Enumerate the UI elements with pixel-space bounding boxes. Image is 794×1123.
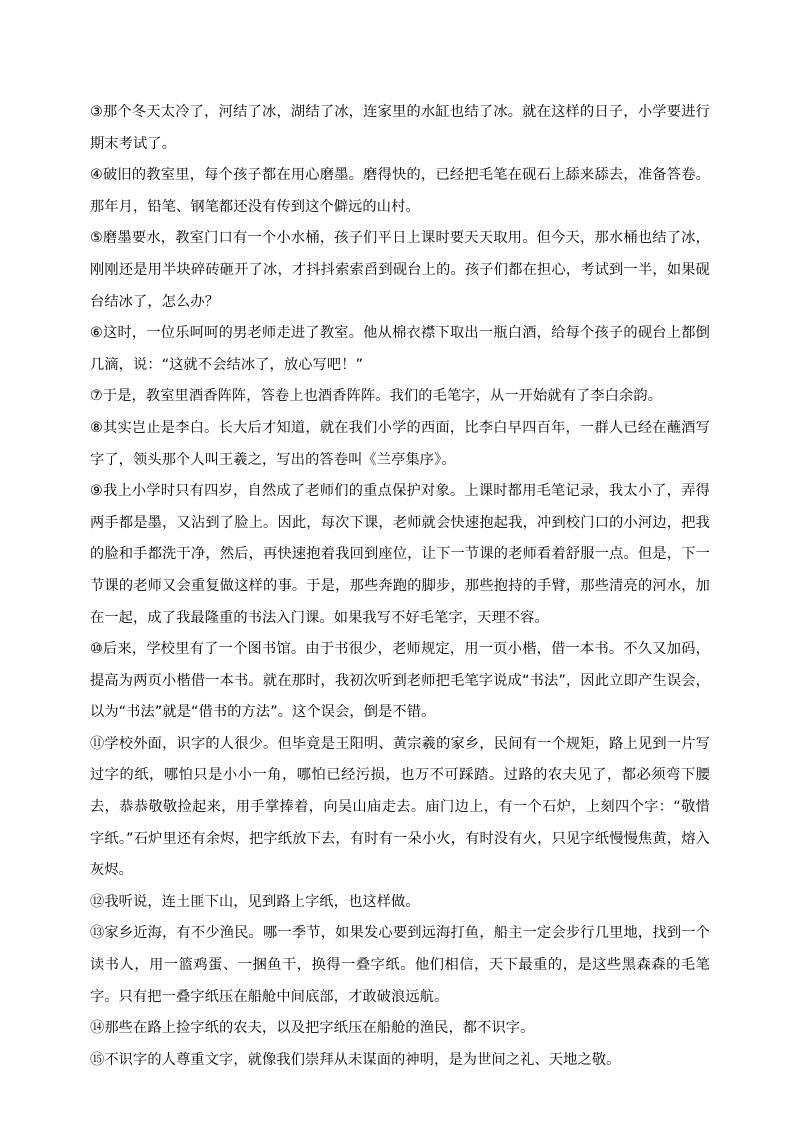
paragraph-8: ⑧其实岂止是李白。长大后才知道，就在我们小学的西面，比李白早四百年，一群人已经在蘸酒写字了，领头那个人叫王羲之，写出的答卷叫《兰亭集序》。 (90, 419, 710, 468)
paragraph-12: ⑫我听说，连土匪下山，见到路上字纸，也这样做。 (90, 893, 420, 910)
paragraph-6: ⑥这时，一位乐呵呵的男老师走进了教室。他从棉衣襟下取出一瓶白酒，给每个孩子的砚台上都倒几滴，说：“这就不会结冰了，放心写吧！” (90, 325, 710, 373)
paragraph-10: ⑩后来，学校里有了一个图书馆。由于书很少，老师规定，用一页小楷，借一本书。不久又加码，提高为两页小楷借一本书。就在那时，我初次听到老师把毛笔字说成“书法”，因此立即产生误会，以为“书法”就是“借书的方法”。这个误会，倒是不错。 (90, 641, 710, 721)
paragraph-7: ⑦于是，教室里酒香阵阵，答卷上也酒香阵阵。我们的毛笔字，从一开始就有了李白余韵。 (90, 388, 663, 405)
paragraph-15: ⑮不识字的人尊重文字，就像我们崇拜从未谋面的神明，是为世间之礼、天地之敬。 (90, 1051, 621, 1068)
paragraph-5: ⑤磨墨要水，教室门口有一个小水桶，孩子们平日上课时要天天取用。但今天，那水桶也结了冰，刚刚还是用半块碎砖砸开了冰，才抖抖索索舀到砚台上的。孩子们都在担心，考试到一半，如果砚台结冰了，怎么办？ (90, 230, 710, 310)
paragraph-4: ④破旧的教室里，每个孩子都在用心磨墨。磨得快的，已经把毛笔在砚石上舔来舔去，准备答卷。那年月，铅笔、钢笔都还没有传到这个僻远的山村。 (90, 167, 710, 215)
paragraph-3: ③那个冬天太冷了，河结了冰，湖结了冰，连家里的水缸也结了冰。就在这样的日子，小学要进行期末考试了。 (90, 104, 710, 152)
paragraph-13: ⑬家乡近海，有不少渔民。哪一季节，如果发心要到远海打鱼，船主一定会步行几里地，找到一个读书人，用一篮鸡蛋、一捆鱼干，换得一叠字纸。他们相信，天下最重的，是这些黑森森的毛笔字。只有把一叠字纸压在船舱中间底部，才敢破浪远航。 (90, 925, 710, 1005)
paragraph-9: ⑨我上小学时只有四岁，自然成了老师们的重点保护对象。上课时都用毛笔记录，我太小了，弄得两手都是墨，又沾到了脸上。因此，每次下课，老师就会快速抱起我，冲到校门口的小河边，把我的脸和手都洗干净，然后，再快速抱着我回到座位，让下一节课的老师看着舒服一点。但是，下一节课的老师又会重复做这样的事。于是，那些奔跑的脚步，那些抱持的手臂，那些清亮的河水，加在一起，成了我最隆重的书法入门课。如果我写不好毛笔字，天理不容。 (90, 483, 710, 626)
paragraph-11: ⑪学校外面，识字的人很少。但毕竟是王阳明、黄宗羲的家乡，民间有一个规矩，路上见到一片写过字的纸，哪怕只是小小一角，哪怕已经污损，也万不可踩踏。过路的农夫见了，都必须弯下腰去，恭恭敬敬捡起来，用手掌捧着，向吴山庙走去。庙门边上，有一个石炉，上刻四个字：“敬惜字纸。”石炉里还有余烬，把字纸放下去，有时有一朵小火，有时没有火，只见字纸慢慢焦黄，熔入灰烬。 (90, 735, 710, 879)
article-body (90, 97, 710, 1076)
paragraph-14: ⑭那些在路上捡字纸的农夫，以及把字纸压在船舱的渔民，都不识字。 (90, 1020, 535, 1037)
